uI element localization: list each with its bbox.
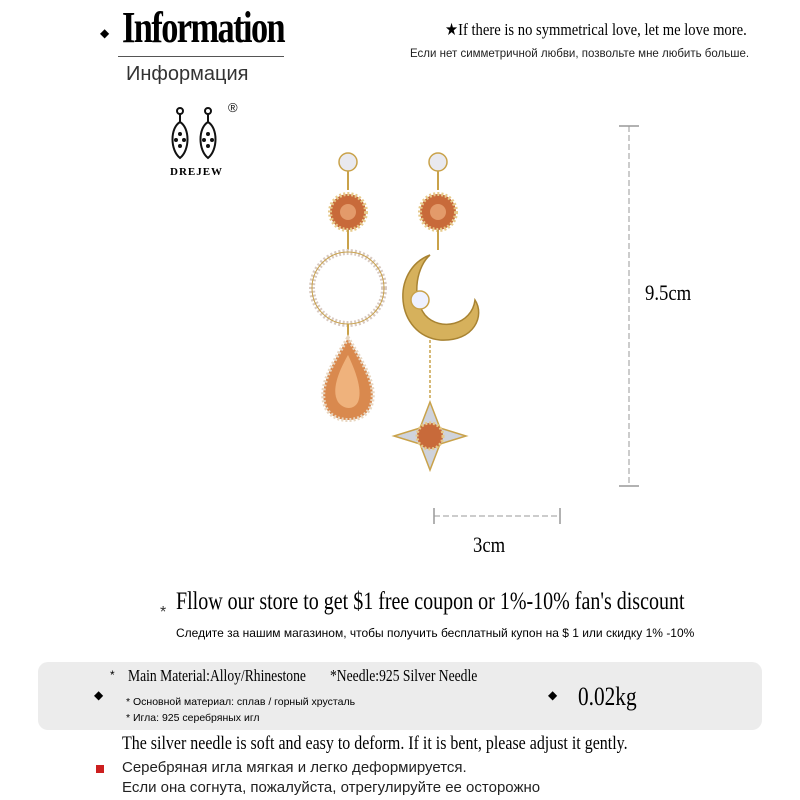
- needle-spec-ru: * Игла: 925 серебряных игл: [126, 712, 260, 724]
- coupon-text: Fllow our store to get $1 free coupon or 1%-10% fan's discount: [176, 588, 685, 615]
- coupon-text-ru: Следите за нашим магазином, чтобы получить бесплатный купон на $ 1 или скидку 1% -10%: [176, 626, 695, 640]
- slogan-text: ★If there is no symmetrical love, let me love more.: [445, 20, 747, 39]
- header-bullet-icon: ◆: [100, 26, 110, 40]
- material-spec: Main Material:Alloy/Rhinestone: [128, 666, 306, 685]
- needle-spec: *Needle:925 Silver Needle: [330, 666, 478, 685]
- notice-bullet-icon: [96, 765, 104, 773]
- title-divider: [118, 56, 284, 57]
- left-earring-icon: [312, 153, 384, 420]
- spec-bullet-icon: ◆: [94, 688, 104, 702]
- page-title: Information: [122, 3, 285, 52]
- width-dimension-marker: [430, 504, 564, 528]
- registered-mark: ®: [228, 100, 238, 115]
- material-star-icon: *: [110, 668, 115, 682]
- needle-notice-ru-line-2: Если она согнута, пожалуйста, отрегулируйте ее осторожно: [122, 779, 541, 796]
- weight-value: 0.02kg: [578, 682, 637, 711]
- right-earring-icon: [394, 153, 479, 470]
- height-label: 9.5cm: [645, 280, 692, 305]
- material-spec-ru: * Основной материал: сплав / горный хрусталь: [126, 696, 356, 708]
- needle-notice-ru-line-1: Серебряная игла мягкая и легко деформируется.: [122, 759, 467, 776]
- weight-bullet-icon: ◆: [548, 688, 558, 702]
- page-subtitle-ru: Информация: [126, 63, 249, 85]
- brand-name: DREJEW: [170, 166, 224, 178]
- coupon-star-icon: *: [160, 604, 167, 621]
- height-dimension-marker: [614, 122, 644, 490]
- needle-notice: The silver needle is soft and easy to deform. If it is bent, please adjust it gently.: [122, 733, 628, 754]
- slogan-text-ru: Если нет симметричной любви, позвольте мне любить больше.: [410, 48, 750, 60]
- earrings-product-image: [290, 140, 510, 490]
- width-label: 3cm: [473, 532, 506, 557]
